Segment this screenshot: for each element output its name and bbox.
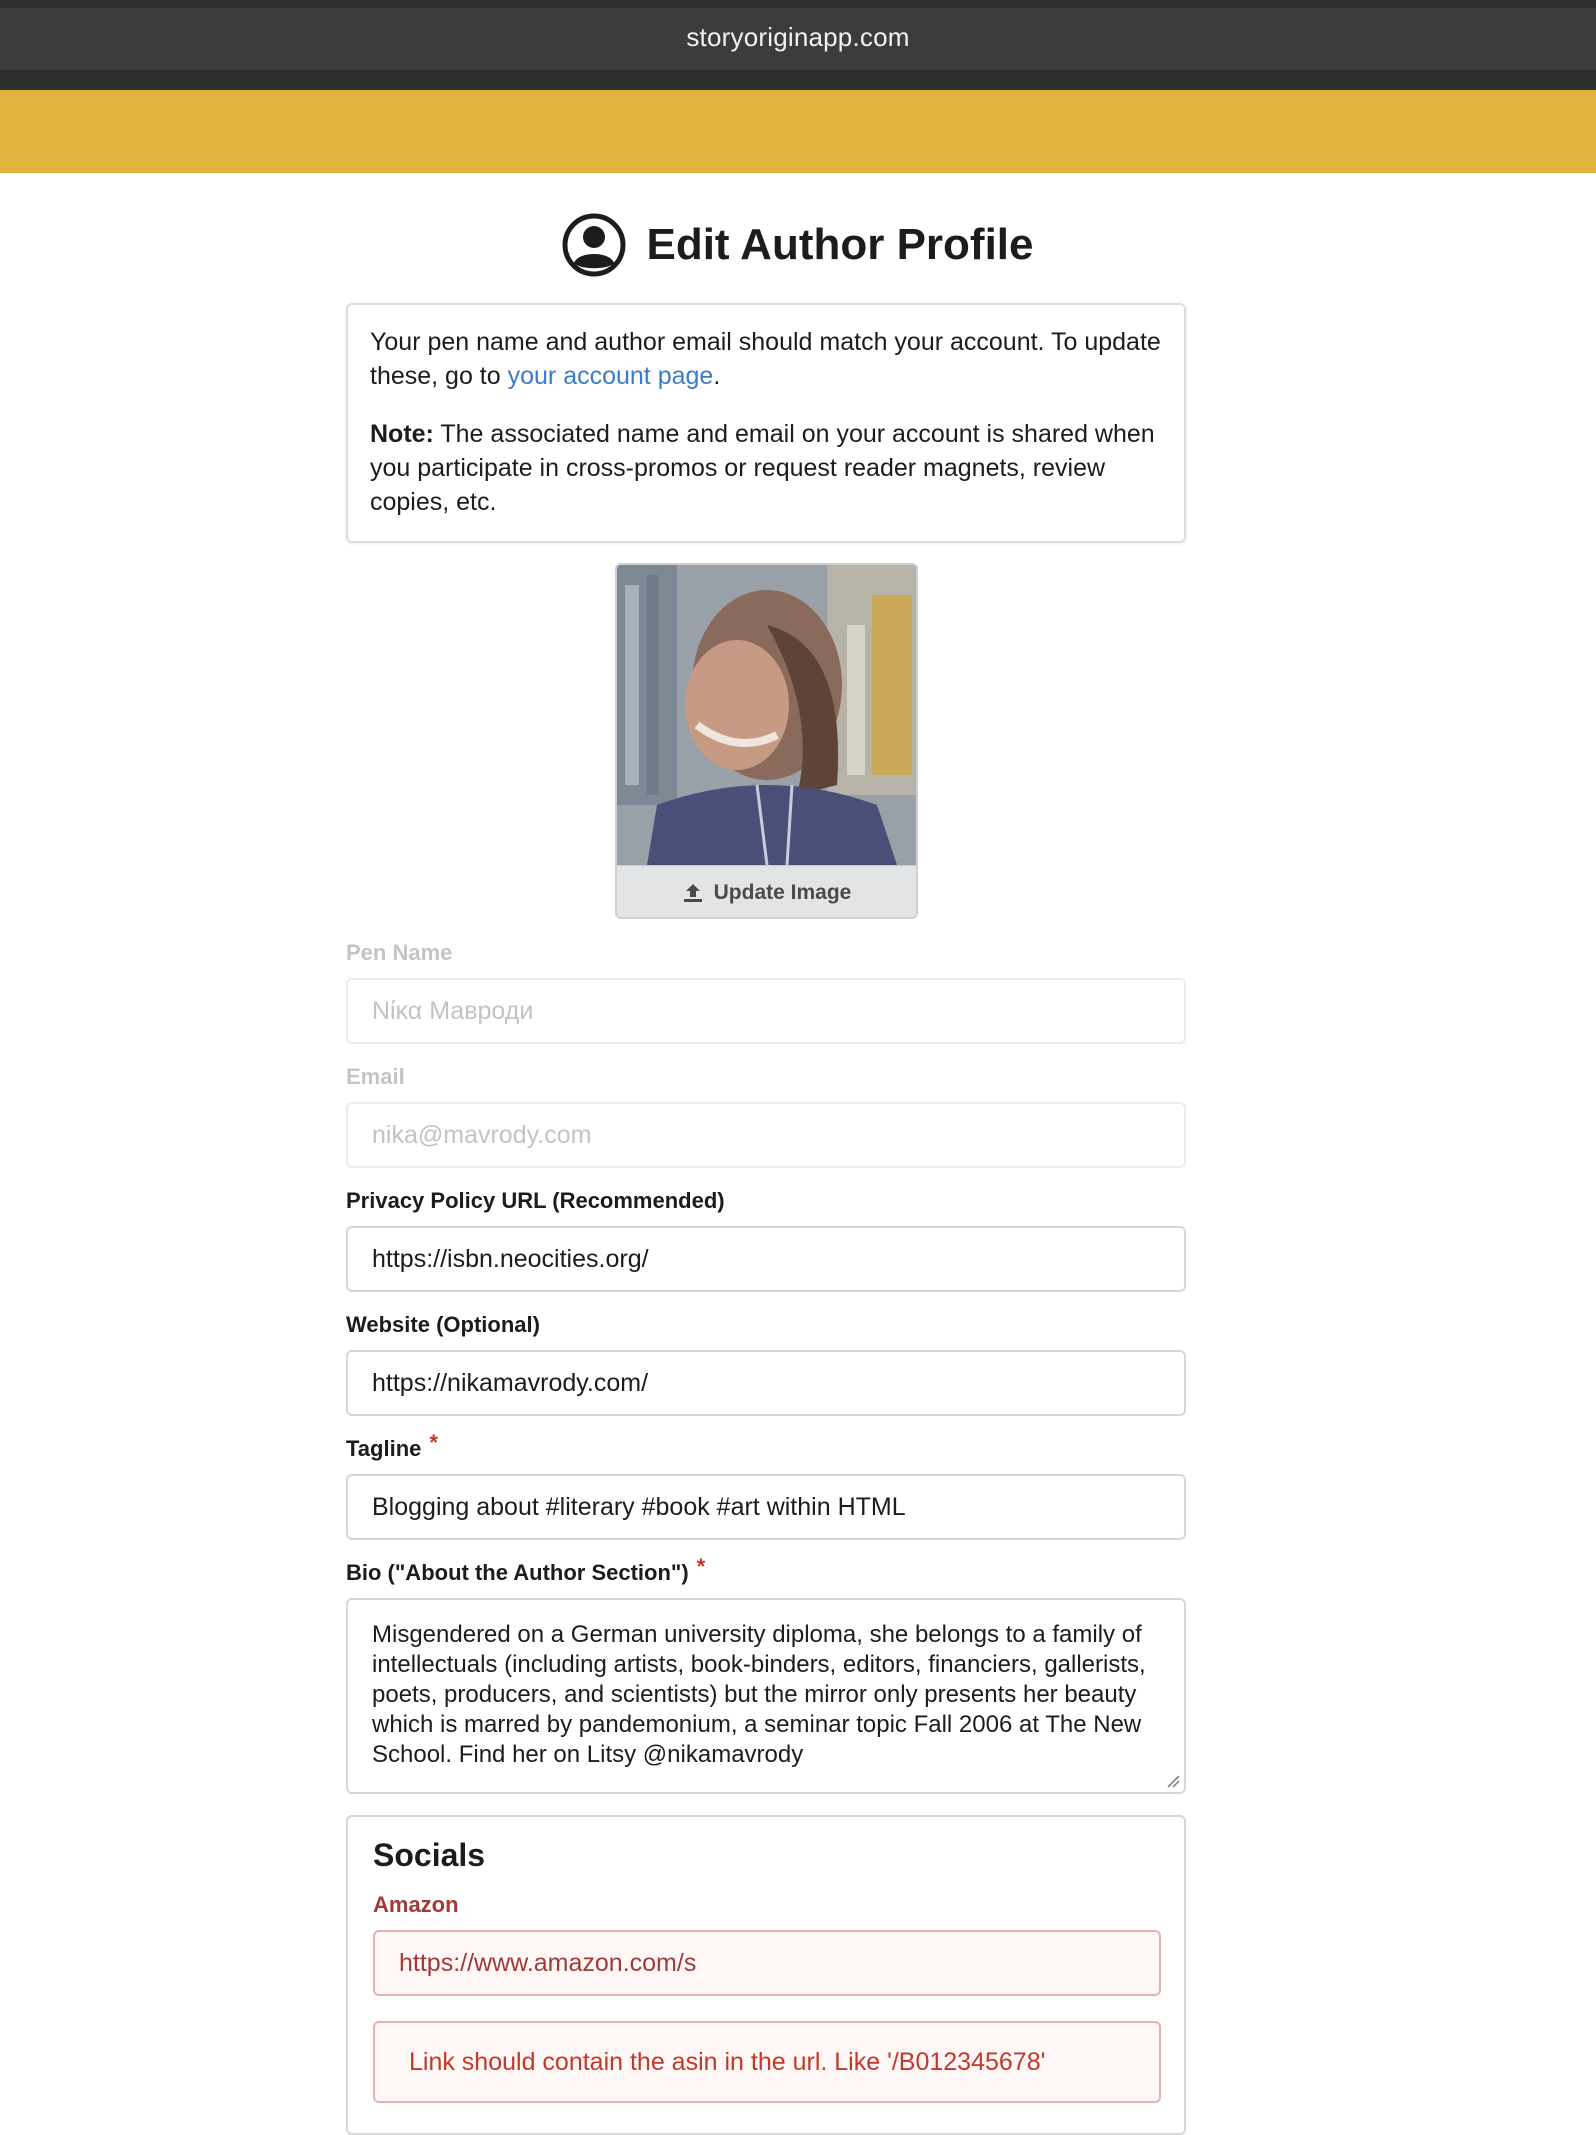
privacy-url-label: Privacy Policy URL (Recommended): [346, 1188, 725, 1213]
email-field: nika@mavrody.com: [346, 1102, 1186, 1168]
amazon-input[interactable]: https://www.amazon.com/s: [373, 1930, 1161, 1996]
site-header-bar: [0, 90, 1596, 173]
note-label: Note:: [370, 420, 434, 448]
socials-title: Socials: [373, 1837, 486, 1873]
account-page-link[interactable]: your account page: [507, 362, 714, 390]
update-image-label: Update Image: [713, 880, 852, 904]
amazon-label: Amazon: [373, 1892, 459, 1917]
note-text: The associated name and email on your account is shared when you participate in cross-promos or request reader magnets, review copies, etc.: [370, 420, 1155, 516]
email-label: Email: [346, 1064, 405, 1089]
website-input[interactable]: https://nikamavrody.com/: [346, 1350, 1186, 1416]
address-bar-url[interactable]: storyoriginapp.com: [686, 22, 910, 52]
profile-photo-art: [617, 565, 916, 865]
bio-text: Misgendered on a German university diploma, she belongs to a family of intellectuals (including artists, book-binders, editors, financiers, gallerists, poets, producers, and scientists) but the mirror only presents her beauty which is marred by pandemonium, a seminar topic Fall 2006 at The New School. Find her on Litsy @nikamavrody: [372, 1621, 1146, 1768]
account-notice: [346, 303, 1186, 543]
browser-top-strip: [0, 0, 1596, 8]
resize-grip-icon[interactable]: [1166, 1774, 1180, 1788]
page-title-row: [0, 210, 1596, 280]
tagline-label: Tagline: [346, 1436, 422, 1461]
user-circle-icon: [562, 213, 626, 277]
bio-required-mark: *: [696, 1554, 706, 1579]
website-label: Website (Optional): [346, 1312, 540, 1337]
page-title: Edit Author Profile: [646, 220, 1034, 269]
update-image-button[interactable]: [617, 865, 916, 919]
privacy-url-input[interactable]: https://isbn.neocities.org/: [346, 1226, 1186, 1292]
pen-name-label: Pen Name: [346, 940, 453, 965]
tagline-label-row: [346, 1430, 1186, 1462]
pen-name-field-group: [346, 940, 1186, 1044]
tagline-field-group: [346, 1430, 1186, 1540]
upload-icon: [682, 882, 704, 904]
bio-textarea[interactable]: [346, 1598, 1186, 1794]
bio-field-group: [346, 1554, 1186, 1794]
bio-label: Bio ("About the Author Section"): [346, 1560, 689, 1585]
email-field-group: [346, 1064, 1186, 1168]
amazon-error-message: Link should contain the asin in the url. Like '/B012345678': [373, 2021, 1161, 2103]
browser-bottom-strip: [0, 70, 1596, 90]
browser-toolbar: [0, 0, 1596, 90]
bio-label-row: [346, 1554, 1186, 1586]
note-paragraph: [370, 417, 1162, 519]
website-field-group: [346, 1312, 1186, 1416]
tagline-input[interactable]: Blogging about #literary #book #art within HTML: [346, 1474, 1186, 1540]
notice-text: Your pen name and author email should match your account. To update these, go to: [370, 328, 1161, 390]
socials-section: [346, 1815, 1186, 2135]
pen-name-input: Νίκα Мавроди: [346, 978, 1186, 1044]
notice-period: .: [713, 362, 721, 390]
notice-container: [346, 303, 1186, 543]
tagline-required-mark: *: [429, 1430, 438, 1455]
privacy-url-field-group: [346, 1188, 1186, 1292]
notice-paragraph: [370, 325, 1162, 393]
profile-image-card: [615, 563, 918, 919]
profile-photo: [617, 565, 916, 865]
